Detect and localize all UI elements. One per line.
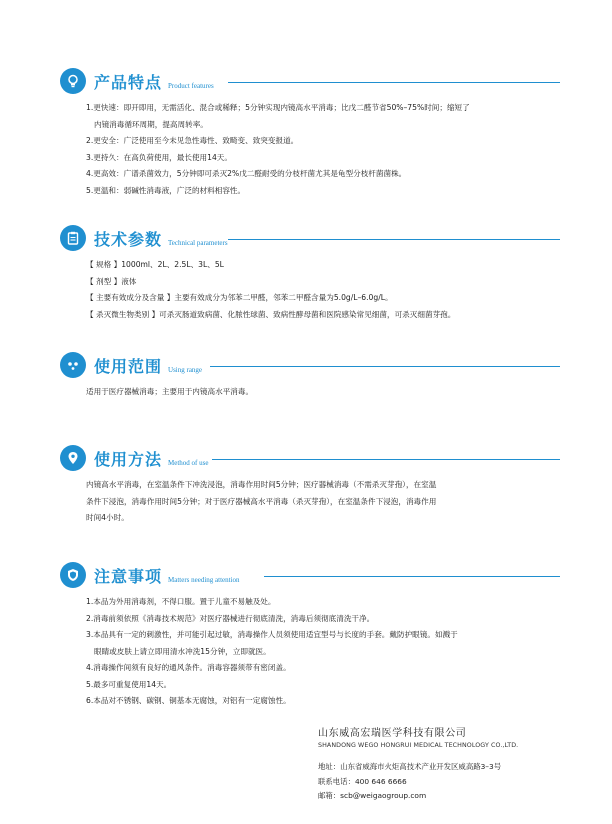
section-body — [86, 257, 560, 323]
list-item: 3.本品具有一定的刺激性，并可能引起过敏，消毒操作人员须使用适宜型号与长度的手套。戴防护眼镜。如溅于 — [86, 630, 458, 639]
list-item: 【 规格 】1000ml、2L、2.5L、3L、5L — [86, 260, 224, 269]
list-item: 【 主要有效成分及含量 】主要有效成分为邻苯二甲醛，邻苯二甲醛含量为5.0g/L–6.0g/L。 — [86, 293, 393, 302]
divider — [210, 366, 560, 367]
section-matters-needing-attention — [60, 562, 560, 710]
company-name-en: SHANDONG WEGO HONGRUI MEDICAL TECHNOLOGY CO.,LTD. — [318, 742, 519, 749]
divider — [212, 459, 560, 460]
location-pin-icon — [60, 445, 86, 471]
list-item: 1.本品为外用消毒剂，不得口服。置于儿童不易触及处。 — [86, 597, 276, 606]
section-title: 使用方法 Method of use — [94, 450, 209, 469]
list-item: 条件下浸泡，消毒作用时间5分钟；对于医疗器械高水平消毒（杀灭芽孢），在室温条件下浸泡，消毒作用 — [86, 496, 437, 506]
section-header — [60, 68, 560, 98]
list-item: 眼睛或皮肤上请立即用清水冲洗15分钟，立即就医。 — [94, 646, 271, 656]
list-item: 时间4小时。 — [86, 513, 129, 522]
company-name-cn: 山东威高宏瑞医学科技有限公司 — [318, 728, 467, 739]
section-body — [86, 384, 560, 401]
list-item: 5.更温和：弱碱性消毒液，广泛的材料相容性。 — [86, 185, 246, 195]
list-item: 5.最多可重复使用14天。 — [86, 679, 172, 689]
section-title: 产品特点 Product features — [94, 73, 214, 92]
dots-icon — [60, 352, 86, 378]
company-phone: 联系电话：400 646 6666 — [318, 776, 407, 786]
section-body — [86, 594, 560, 710]
list-item: 1.更快速：即开即用，无需活化、混合或稀释；5分钟实现内镜高水平消毒；比戊二醛节省50%–75%时间；缩短了 — [86, 103, 470, 112]
divider — [228, 82, 560, 83]
section-header — [60, 445, 560, 475]
company-email: 邮箱：scb@weigaogroup.com — [318, 791, 427, 800]
section-header — [60, 352, 560, 382]
list-item: 4.消毒操作间须有良好的通风条件。消毒容器须带有密闭盖。 — [86, 663, 291, 672]
section-title: 注意事项 Matters needing attention — [94, 567, 240, 586]
list-item: 内镜高水平消毒，在室温条件下冲洗浸泡，消毒作用时间5分钟；医疗器械消毒（不需杀灭芽孢），在室温 — [86, 480, 437, 489]
divider — [264, 576, 560, 577]
list-item: 【 剂型 】液体 — [86, 276, 137, 286]
list-item: 【 杀灭微生物类别 】可杀灭肠道致病菌、化脓性球菌、致病性酵母菌和医院感染常见细菌，可杀灭细菌芽孢。 — [86, 309, 456, 319]
list-item: 2.更安全：广泛使用至今未见急性毒性、致畸变、致突变报道。 — [86, 136, 299, 145]
section-product-features — [60, 68, 560, 199]
section-body — [86, 100, 560, 199]
clipboard-icon — [60, 225, 86, 251]
company-info — [318, 724, 588, 804]
list-item: 内镜消毒循环周期，提高周转率。 — [94, 119, 208, 129]
section-method-of-use — [60, 445, 560, 527]
section-technical-parameters — [60, 225, 560, 323]
section-title: 使用范围 Using range — [94, 357, 203, 376]
list-item: 3.更持久：在高负荷使用，最长使用14天。 — [86, 152, 232, 162]
company-address: 地址：山东省威海市火炬高技术产业开发区威高路3–3号 — [318, 762, 502, 771]
divider — [228, 239, 560, 240]
list-item: 6.本品对不锈钢、碳钢、铜基本无腐蚀，对铝有一定腐蚀性。 — [86, 696, 291, 705]
section-using-range — [60, 352, 560, 401]
section-header — [60, 562, 560, 592]
list-item: 适用于医疗器械消毒；主要用于内镜高水平消毒。 — [86, 387, 254, 396]
shield-icon — [60, 562, 86, 588]
list-item: 2.消毒前须依照《消毒技术规范》对医疗器械进行彻底清洗，消毒后须彻底清洗干净。 — [86, 613, 375, 623]
contact-info — [318, 760, 588, 804]
lightbulb-icon — [60, 68, 86, 94]
section-header — [60, 225, 560, 255]
section-body — [86, 477, 560, 527]
list-item: 4.更高效：广谱杀菌效力，5分钟即可杀灭2%戊二醛耐受的分枝杆菌尤其是龟型分枝杆菌菌株。 — [86, 169, 407, 178]
section-title: 技术参数 Technical parameters — [94, 230, 228, 249]
